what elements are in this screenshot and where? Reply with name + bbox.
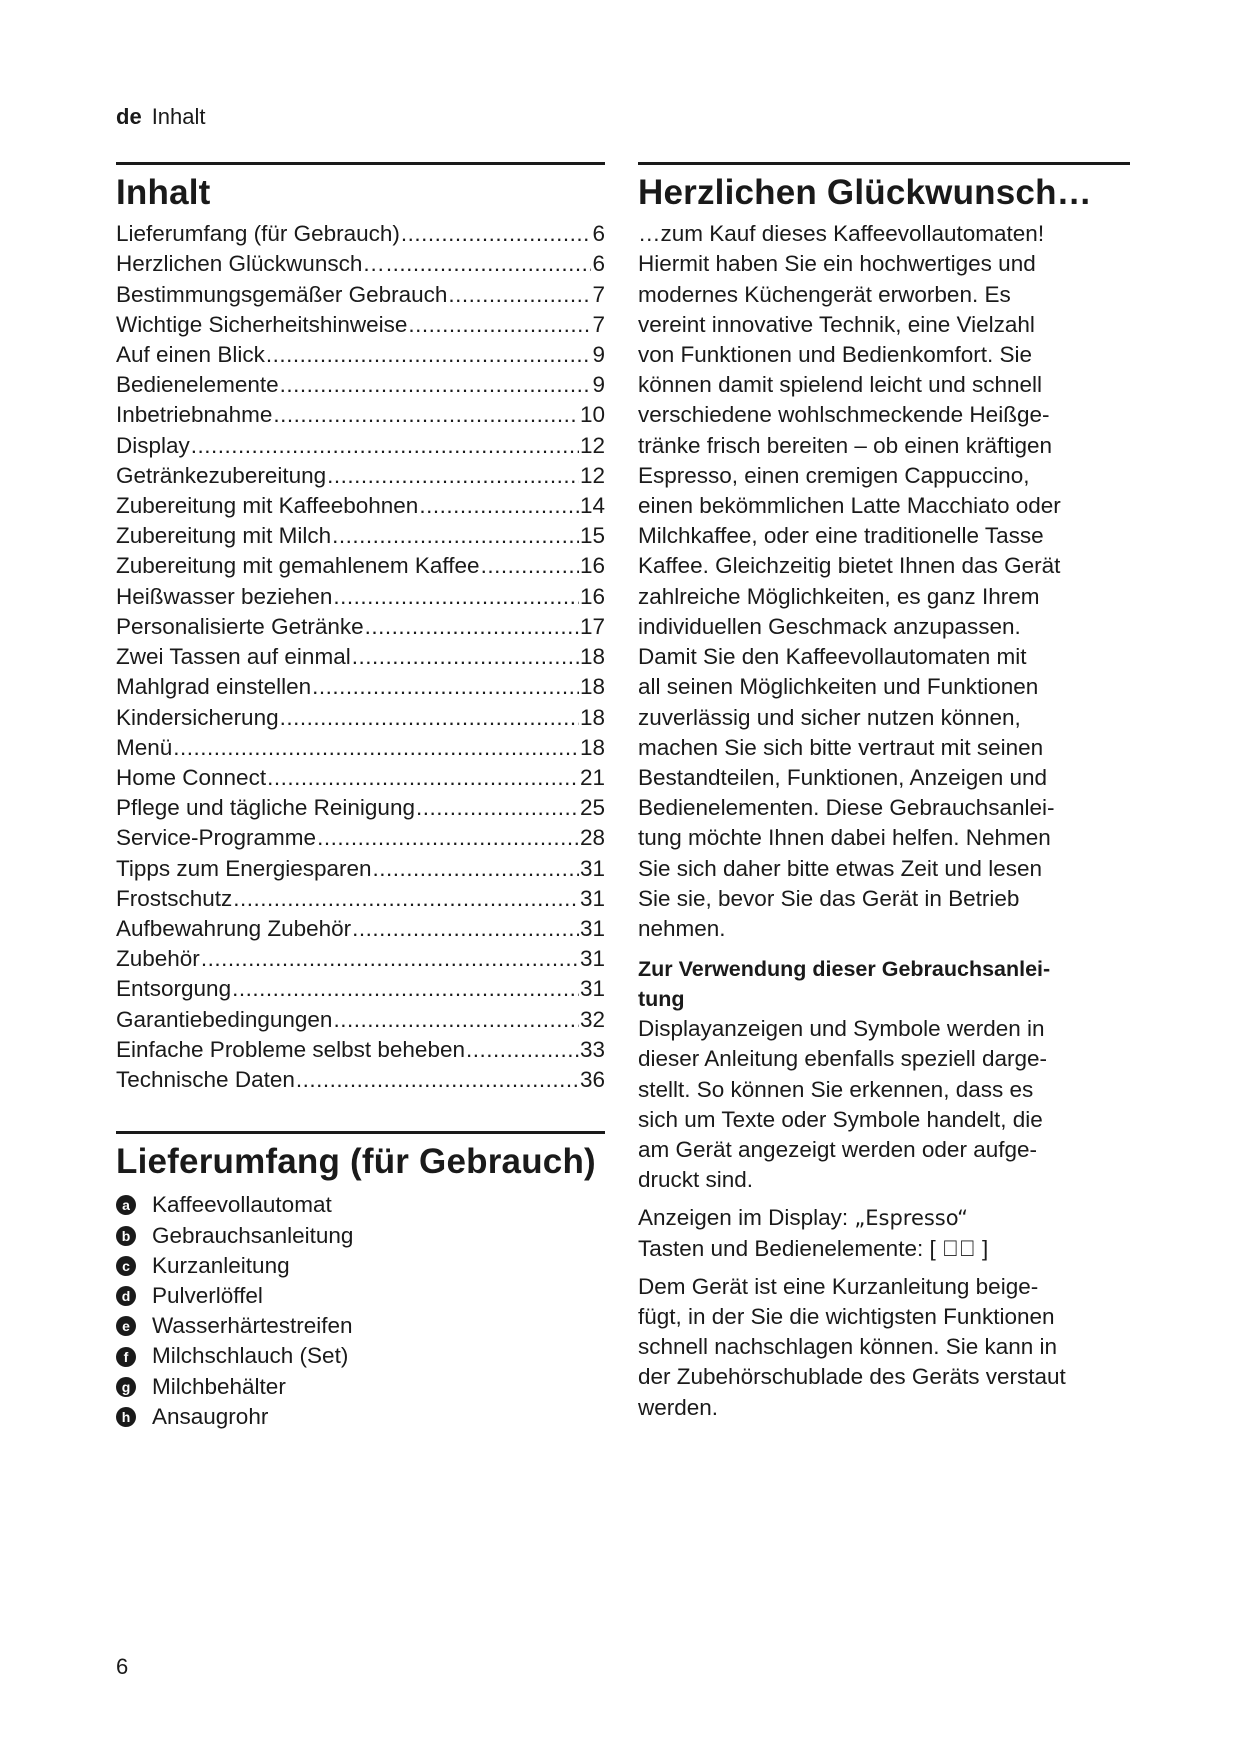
toc-entry — [116, 823, 605, 853]
included-item-label: Milchschlauch (Set) — [152, 1343, 349, 1369]
included-item-label: Milchbehälter — [152, 1373, 286, 1399]
toc-entry — [116, 431, 605, 461]
text-line: werden. — [638, 1394, 719, 1420]
item-letter-badge-icon: h — [116, 1407, 136, 1427]
included-item-label: Wasserhärtestreifen — [152, 1313, 353, 1339]
section-rule — [116, 162, 605, 165]
toc-entry-page: 7 — [592, 311, 605, 337]
toc-leader-dots — [201, 944, 579, 974]
toc-entry-title: Frostschutz — [116, 885, 233, 911]
short-guide-paragraph — [638, 1272, 1130, 1423]
toc-entry-title: Tipps zum Energiesparen — [116, 855, 372, 881]
item-letter-badge-icon: b — [116, 1226, 136, 1246]
toc-entry — [116, 642, 605, 672]
toc-entry-page: 21 — [579, 764, 605, 790]
header-title: Inhalt — [151, 104, 206, 129]
text-line: Bedienelementen. Diese Gebrauchsanlei- — [638, 795, 1055, 821]
included-item — [116, 1281, 605, 1311]
text-line: tränke frisch bereiten – ob einen kräftigen — [638, 432, 1052, 458]
toc-entry-page: 10 — [579, 402, 605, 428]
toc-leader-dots — [312, 672, 579, 702]
section-rule — [116, 1131, 605, 1134]
text-line: Displayanzeigen und Symbole werden in — [638, 1016, 1045, 1042]
congrats-heading: Herzlichen Glückwunsch… — [638, 173, 1092, 212]
toc-entry-page: 32 — [579, 1006, 605, 1032]
text-line: nehmen. — [638, 915, 726, 941]
toc-entry — [116, 461, 605, 491]
included-item-label: Kurzanleitung — [152, 1252, 290, 1278]
toc-entry-title: Personalisierte Getränke — [116, 613, 364, 639]
toc-leader-dots — [266, 340, 592, 370]
toc-leader-dots — [386, 249, 592, 279]
toc-entry-page: 16 — [579, 553, 605, 579]
toc-entry-title: Lieferumfang (für Gebrauch) — [116, 221, 400, 247]
included-item-label: Kaffeevollautomat — [152, 1192, 332, 1218]
display-example-line: Anzeigen im Display: „Espresso“ — [638, 1205, 968, 1231]
toc-entry-page: 28 — [579, 825, 605, 851]
text-line: fügt, in der Sie die wichtigsten Funktionen — [638, 1303, 1055, 1329]
toc-entry-title: Inbetriebnahme — [116, 402, 273, 428]
toc-entry-title: Entsorgung — [116, 976, 232, 1002]
toc-leader-dots — [232, 974, 579, 1004]
toc-entry — [116, 854, 605, 884]
toc-entry-page: 31 — [579, 976, 605, 1002]
included-item — [116, 1190, 605, 1220]
toc-entry-title: Getränkezubereitung — [116, 462, 327, 488]
toc-entry-title: Display — [116, 432, 190, 458]
toc-leader-dots — [191, 431, 579, 461]
text-line: Sie sie, bevor Sie das Gerät in Betrieb — [638, 885, 1020, 911]
toc-entry-title: Menü — [116, 734, 173, 760]
toc-entry-title: Kindersicherung — [116, 704, 279, 730]
included-item — [116, 1402, 605, 1432]
toc-entry-page: 9 — [592, 372, 605, 398]
toc-leader-dots — [233, 884, 579, 914]
toc-entry — [116, 793, 605, 823]
text-line: sich um Texte oder Symbole handelt, die — [638, 1106, 1043, 1132]
toc-entry-page: 15 — [579, 523, 605, 549]
toc-entry — [116, 551, 605, 581]
toc-entry — [116, 219, 605, 249]
text-line: …zum Kauf dieses Kaffeevollautomaten! — [638, 221, 1045, 247]
display-example-block — [638, 1203, 1130, 1263]
toc-entry-title: Wichtige Sicherheitshinweise — [116, 311, 408, 337]
toc-entry — [116, 884, 605, 914]
included-item — [116, 1372, 605, 1402]
toc-entry-title: Einfache Probleme selbst beheben — [116, 1036, 465, 1062]
toc-leader-dots — [466, 1035, 579, 1065]
text-line: machen Sie sich bitte vertraut mit seinen — [638, 734, 1044, 760]
toc-heading: Inhalt — [116, 173, 211, 212]
toc-entry-title: Bedienelemente — [116, 372, 279, 398]
text-line: individuellen Geschmack anzupassen. — [638, 613, 1021, 639]
text-line: modernes Küchengerät erworben. Es — [638, 281, 1011, 307]
toc-entry — [116, 370, 605, 400]
toc-entry-page: 31 — [579, 946, 605, 972]
item-letter-badge-icon: f — [116, 1347, 136, 1367]
toc-entry-title: Zubereitung mit Kaffeebohnen — [116, 493, 419, 519]
toc-entry — [116, 612, 605, 642]
text-line: Milchkaffee, oder eine traditionelle Tasse — [638, 523, 1044, 549]
text-line: verschiedene wohlschmeckende Heißge- — [638, 402, 1050, 428]
toc-leader-dots — [416, 793, 579, 823]
toc-entry-page: 31 — [579, 855, 605, 881]
toc-leader-dots — [448, 280, 591, 310]
toc-entry-title: Zubereitung mit Milch — [116, 523, 332, 549]
text-line: stellt. So können Sie erkennen, dass es — [638, 1076, 1034, 1102]
toc-leader-dots — [173, 733, 579, 763]
toc-entry — [116, 1035, 605, 1065]
toc-leader-dots — [280, 703, 579, 733]
toc-entry-title: Zwei Tassen auf einmal — [116, 644, 351, 670]
text-line: schnell nachschlagen können. Sie kann in — [638, 1334, 1058, 1360]
toc-entry — [116, 1065, 605, 1095]
toc-entry — [116, 914, 605, 944]
toc-leader-dots — [267, 763, 579, 793]
toc-entry — [116, 944, 605, 974]
toc-leader-dots — [352, 642, 579, 672]
item-letter-badge-icon: e — [116, 1316, 136, 1336]
toc-entry — [116, 763, 605, 793]
toc-entry — [116, 703, 605, 733]
text-line: einen bekömmlichen Latte Macchiato oder — [638, 493, 1061, 519]
toc-leader-dots — [280, 370, 592, 400]
text-line: all seinen Möglichkeiten und Funktionen — [638, 674, 1039, 700]
text-line: zahlreiche Möglichkeiten, es ganz Ihrem — [638, 583, 1040, 609]
toc-entry — [116, 582, 605, 612]
toc-entry-title: Pflege und tägliche Reinigung — [116, 795, 415, 821]
text-line: von Funktionen und Bedienkomfort. Sie — [638, 342, 1032, 368]
text-line: dieser Anleitung ebenfalls speziell darge- — [638, 1046, 1048, 1072]
toc-leader-dots — [401, 219, 592, 249]
item-letter-badge-icon: g — [116, 1377, 136, 1397]
toc-entry-title: Herzlichen Glückwunsch… — [116, 251, 385, 277]
included-item-label: Gebrauchsanleitung — [152, 1222, 354, 1248]
toc-entry-page: 14 — [579, 493, 605, 519]
included-item — [116, 1311, 605, 1341]
right-column — [638, 162, 1130, 1423]
text-line: können damit spielend leicht und schnell — [638, 372, 1043, 398]
toc-entry-title: Zubehör — [116, 946, 200, 972]
toc-entry-page: 6 — [592, 251, 605, 277]
toc-entry-title: Home Connect — [116, 764, 267, 790]
included-item — [116, 1251, 605, 1281]
included-item-label: Ansaugrohr — [152, 1403, 269, 1429]
toc-entry-title: Aufbewahrung Zubehör — [116, 915, 352, 941]
running-header — [116, 104, 206, 130]
item-letter-badge-icon: d — [116, 1286, 136, 1306]
text-line: Dem Gerät ist eine Kurzanleitung beige- — [638, 1273, 1039, 1299]
toc-entry — [116, 400, 605, 430]
toc-leader-dots — [481, 551, 579, 581]
text-line: Sie sich daher bitte etwas Zeit und lesen — [638, 855, 1042, 881]
toc-leader-dots — [352, 914, 579, 944]
toc-leader-dots — [296, 1065, 579, 1095]
included-item — [116, 1341, 605, 1371]
section-rule — [638, 162, 1130, 165]
page-number: 6 — [116, 1654, 129, 1679]
included-item-label: Pulverlöffel — [152, 1283, 263, 1308]
buttons-example-line: Tasten und Bedienelemente: [ ▷⃞ ] — [638, 1235, 989, 1261]
toc-leader-dots — [333, 1005, 579, 1035]
text-line: Espresso, einen cremigen Cappuccino, — [638, 462, 1030, 488]
toc-entry-page: 7 — [592, 281, 605, 307]
item-letter-badge-icon: a — [116, 1195, 136, 1215]
toc-entry-page: 9 — [592, 342, 605, 368]
toc-entry-page: 36 — [579, 1066, 605, 1092]
text-line: der Zubehörschublade des Geräts verstaut — [638, 1364, 1066, 1390]
toc-entry-page: 16 — [579, 583, 605, 609]
toc-entry-page: 31 — [579, 915, 605, 941]
toc-entry — [116, 672, 605, 702]
toc-leader-dots — [373, 854, 579, 884]
toc-entry — [116, 249, 605, 279]
included-list — [116, 1190, 605, 1432]
toc-entry — [116, 1005, 605, 1035]
toc-entry — [116, 340, 605, 370]
toc-leader-dots — [333, 582, 579, 612]
left-column — [116, 162, 605, 1432]
text-line: vereint innovative Technik, eine Vielzahl — [638, 311, 1035, 337]
play-button-symbol-icon: [ ▷⃞ ] — [929, 1235, 989, 1261]
toc-entry-page: 31 — [579, 885, 605, 911]
text-line: Bestandteilen, Funktionen, Anzeigen und — [638, 764, 1048, 790]
language-code: de — [116, 104, 142, 129]
toc-leader-dots — [408, 310, 591, 340]
toc-entry — [116, 280, 605, 310]
toc-entry-title: Garantiebedingungen — [116, 1006, 333, 1032]
toc-leader-dots — [332, 521, 579, 551]
usage-subheading: Zur Verwendung dieser Gebrauchsanlei- tung — [638, 957, 1051, 1012]
usage-paragraph — [638, 1014, 1130, 1195]
toc-list — [116, 219, 605, 1095]
toc-entry-title: Bestimmungsgemäßer Gebrauch — [116, 281, 448, 307]
text-line: druckt sind. — [638, 1167, 754, 1193]
toc-leader-dots — [327, 461, 579, 491]
toc-entry-page: 18 — [579, 704, 605, 730]
toc-entry-title: Service-Programme — [116, 825, 317, 851]
included-heading: Lieferumfang (für Gebrauch) — [116, 1142, 596, 1182]
text-line: tung möchte Ihnen dabei helfen. Nehmen — [638, 825, 1051, 851]
toc-entry-title: Technische Daten — [116, 1066, 295, 1092]
toc-entry-page: 18 — [579, 734, 605, 760]
toc-entry — [116, 310, 605, 340]
text-line: Damit Sie den Kaffeevollautomaten mit — [638, 644, 1027, 670]
toc-entry-page: 12 — [579, 462, 605, 488]
toc-entry — [116, 521, 605, 551]
toc-entry — [116, 491, 605, 521]
toc-leader-dots — [365, 612, 579, 642]
toc-entry-title: Zubereitung mit gemahlenem Kaffee — [116, 553, 480, 579]
toc-entry — [116, 733, 605, 763]
toc-entry-title: Auf einen Blick — [116, 342, 265, 368]
included-item — [116, 1221, 605, 1251]
congrats-paragraph — [638, 219, 1130, 944]
toc-entry-page: 25 — [579, 795, 605, 821]
text-line: am Gerät angezeigt werden oder aufge- — [638, 1136, 1037, 1162]
toc-entry-title: Heißwasser beziehen — [116, 583, 333, 609]
toc-entry-page: 33 — [579, 1036, 605, 1062]
text-line: zuverlässig und sicher nutzen können, — [638, 704, 1021, 730]
toc-entry-page: 18 — [579, 674, 605, 700]
item-letter-badge-icon: c — [116, 1256, 136, 1276]
text-line: Hiermit haben Sie ein hochwertiges und — [638, 251, 1036, 277]
toc-entry-page: 17 — [579, 613, 605, 639]
text-line: Kaffee. Gleichzeitig bietet Ihnen das Gerät — [638, 553, 1061, 579]
toc-entry-page: 12 — [579, 432, 605, 458]
toc-entry-page: 6 — [592, 221, 605, 247]
toc-entry — [116, 974, 605, 1004]
toc-entry-page: 18 — [579, 644, 605, 670]
toc-leader-dots — [317, 823, 579, 853]
toc-leader-dots — [273, 400, 579, 430]
toc-entry-title: Mahlgrad einstellen — [116, 674, 312, 700]
toc-leader-dots — [419, 491, 579, 521]
display-example-text: „Espresso“ — [854, 1206, 968, 1231]
